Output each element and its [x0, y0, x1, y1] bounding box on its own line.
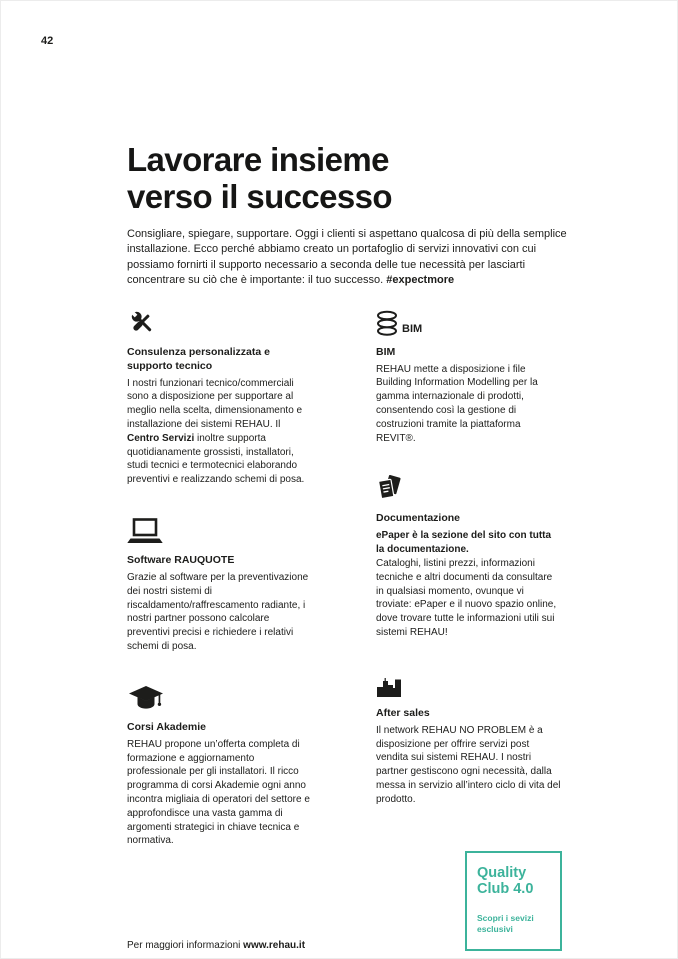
services-columns: [127, 305, 573, 951]
service-title: Software RAUQUOTE: [127, 554, 235, 566]
service-body: Il network REHAU NO PROBLEM è a disposizione per offrire servizi post vendita sui sistemi REHAU. I nostri partner gestiscono ogni necessità, dalla messa in servizio all’intero ciclo di vita del prodotto.: [376, 724, 561, 805]
quality-club-badge: [465, 851, 562, 951]
service-icon-box: [376, 471, 562, 503]
graduation-cap-icon: [127, 684, 165, 712]
service-title: Consulenza personalizzata e supporto tecnico: [127, 345, 270, 372]
service-bim: [376, 305, 562, 446]
database-stack-icon: [376, 309, 398, 337]
service-body: REHAU propone un’offerta completa di formazione e aggiornamento professionale per gli installatori. Il ricco programma di corsi Akademie ogni anno incontra migliaia di operatori del settore e approfondisce una vasta gamma di argomenti strategici in chiave tecnica e normativa.: [127, 738, 310, 847]
service-icon-box: [127, 513, 313, 545]
quality-club-title: Quality Club 4.0: [477, 864, 534, 898]
intro-text: Consigliare, spiegare, supportare. Oggi i clienti si aspettano qualcosa di più della semplice installazione. Ecco perché abbiamo creato un portafoglio di servizi innovativi con cui possiamo fornirti il supporto necessario a seconda delle tue necessità per lasciarti concentrare su ciò che è importante: il tuo successo.: [127, 228, 567, 287]
service-icon-box: [127, 680, 313, 712]
service-title: Documentazione: [376, 512, 461, 525]
expectmore-hashtag: #expectmore: [386, 274, 455, 287]
service-body: REHAU mette a disposizione i file Building Information Modelling per la gamma internazionale di prodotti, consentendo così la gestione di costruzioni tramite la piattaforma REVIT®.: [376, 363, 538, 444]
intro-paragraph: [127, 227, 573, 289]
page-title: [127, 141, 573, 215]
documents-icon: [376, 473, 402, 503]
service-body: Cataloghi, listini prezzi, informazioni tecniche e altri documenti da consultare in qualsiasi momento, ovunque vi troviate: ePaper e il nuovo spazio online, dove trovare tutte le informazioni utili sui sistemi REHAU!: [376, 558, 557, 638]
title-line-2: verso il successo: [127, 178, 392, 215]
service-subtitle: ePaper è la sezione del sito con tutta la documentazione.: [376, 530, 552, 556]
service-documentazione: [376, 471, 562, 639]
service-title: After sales: [376, 706, 430, 719]
city-skyline-icon: [376, 676, 406, 698]
page-content: [127, 141, 573, 951]
footer-info: [127, 920, 313, 951]
service-after-sales: [376, 666, 562, 807]
body-text: I nostri funzionari tecnico/commerciali sono a disposizione per supportare al meglio nella scelta, dimensionamento e installazione dei sistemi REHAU. Il: [127, 377, 303, 431]
page-number: 42: [41, 35, 54, 47]
service-consulenza: [127, 305, 313, 487]
service-icon-box: [376, 305, 562, 337]
service-body: Grazie al software per la preventivazione dei nostri sistemi di riscaldamento/raffrescamento radiante, i nostri partner possono calcolare preventivi precisi e richiedere i relativi schemi di posa.: [127, 572, 309, 652]
laptop-icon: [127, 517, 163, 545]
service-icon-box: [376, 666, 562, 698]
body-text: inoltre supporta quotidianamente grossisti, installatori, studi tecnici e termotecnici elaborando preventivi e realizzando schemi di posa.: [127, 432, 305, 486]
left-column: [127, 305, 313, 951]
right-column: [376, 305, 562, 951]
rehau-link[interactable]: www.rehau.it: [243, 939, 306, 951]
service-corsi-akademie: [127, 680, 313, 848]
footer-text: Per maggiori informazioni: [127, 939, 244, 951]
quality-club-subtitle: Scopri i sevizi esclusivi: [477, 912, 534, 934]
service-title: BIM: [376, 345, 396, 358]
crossed-tools-icon: [127, 307, 157, 337]
service-software: [127, 513, 313, 654]
title-line-1: Lavorare insieme: [127, 141, 389, 178]
bim-icon-label: BIM: [402, 322, 423, 335]
service-body: [127, 377, 313, 487]
service-title: Corsi Akademie: [127, 720, 206, 733]
body-bold-text: Centro Servizi: [127, 432, 195, 444]
service-icon-box: [127, 305, 313, 337]
